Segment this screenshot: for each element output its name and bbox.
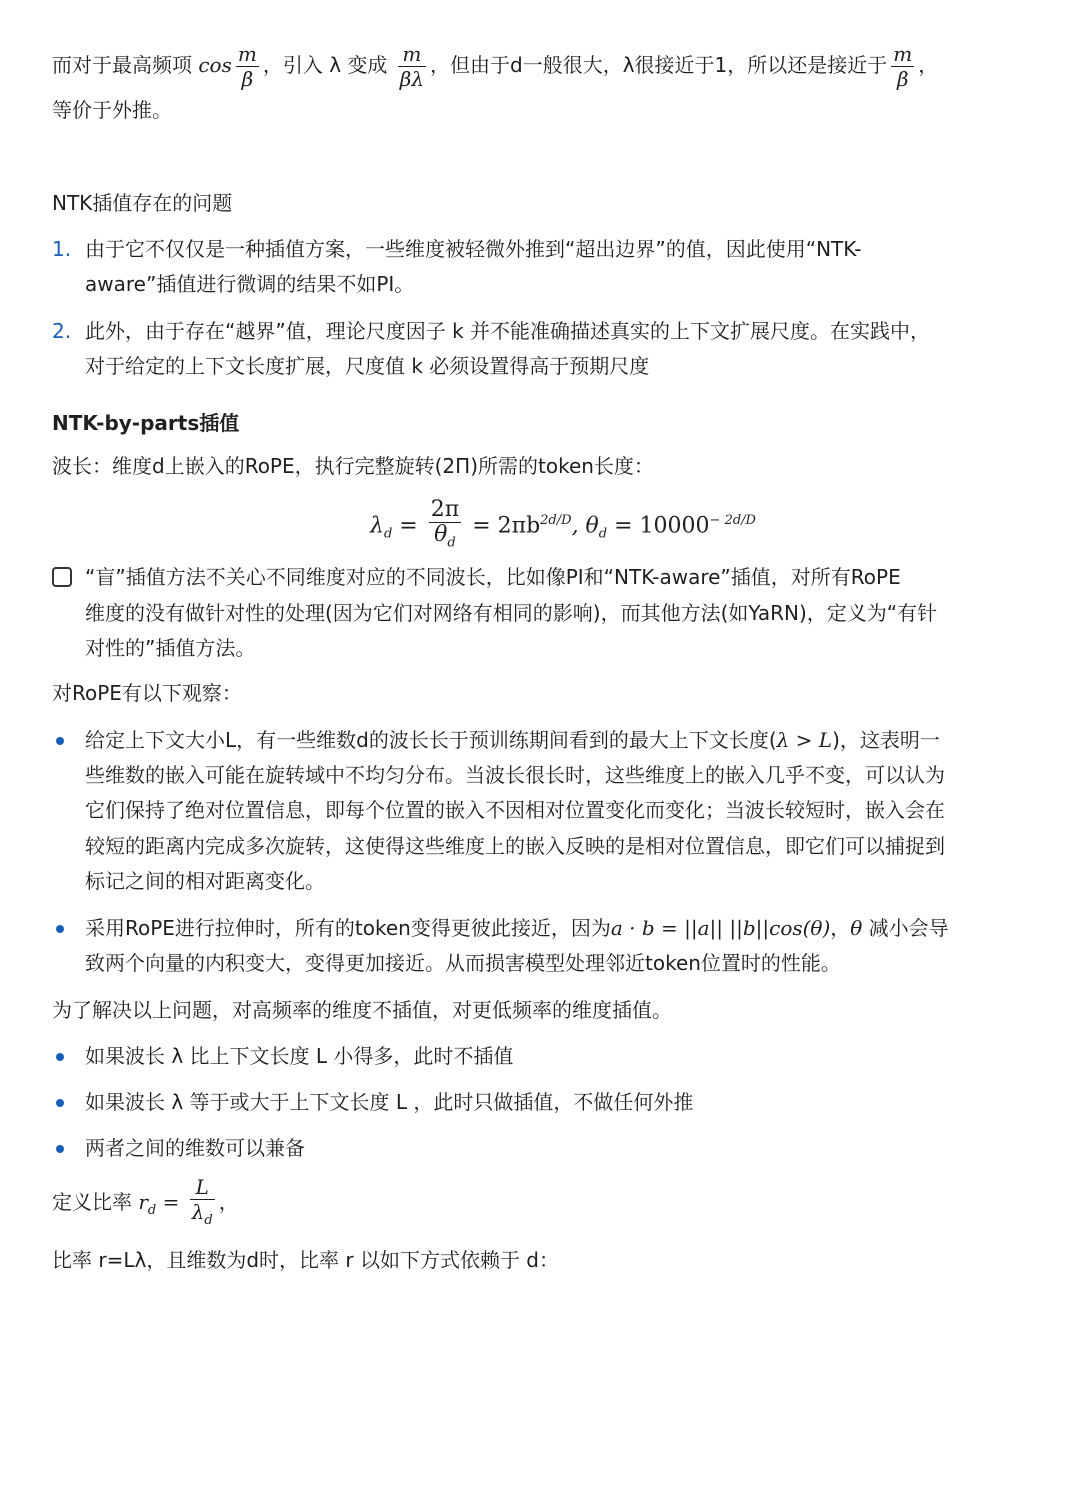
fraction-m-over-beta-2 (891, 42, 914, 91)
wavelength-formula (370, 492, 756, 564)
list-item-text: 些维数的嵌入可能在旋转域中不均匀分布。当波长很长时，这些维度上的嵌入几乎不变，可以认为 (85, 763, 945, 787)
frac-num: m (237, 42, 257, 66)
list-item-text: 它们保持了绝对位置信息，即每个位置的嵌入不因相对位置变化而变化；当波长较短时，嵌入会在 (85, 798, 945, 822)
math-inline: λ > L (776, 728, 833, 752)
frac-den: β (891, 66, 914, 91)
list-item-text: 标记之间的相对距离变化。 (85, 869, 325, 893)
intro-line-2: 等价于外推。 (52, 98, 172, 122)
bullet (56, 1145, 64, 1153)
list-item-text (85, 911, 1045, 946)
ratio-text: 比率 r=Lλ，且维数为d时，比率 r 以如下方式依赖于 d： (52, 1248, 560, 1272)
list-item-text: 由于它不仅仅是一种插值方案，一些维度被轻微外推到“超出边界”的值，因此使用“NTK- (85, 237, 862, 261)
frac-den (190, 1199, 215, 1233)
frac-den: β (236, 66, 259, 91)
math-sub: d (447, 535, 456, 551)
list-item-text: 如果波长 λ 比上下文长度 L 小得多，此时不插值 (85, 1044, 514, 1068)
section-heading: NTK-by-parts插值 (52, 411, 240, 435)
frac-num: m (893, 42, 913, 66)
list-item-text: 如果波长 λ 等于或大于上下文长度 L ，此时只做插值，不做任何外推 (85, 1090, 694, 1114)
fraction-m-over-beta (236, 42, 259, 91)
text: ， (830, 916, 851, 940)
math-equals: = (162, 1190, 180, 1214)
math-term: = 10000 (614, 513, 710, 539)
wavelength-text: 波长：维度d上嵌入的RoPE，执行完整旋转(2Π)所需的token长度： (52, 454, 654, 478)
intro-line-1 (52, 42, 938, 91)
math-sub: d (383, 526, 393, 542)
text: ， (918, 53, 939, 77)
bullet (56, 737, 64, 745)
math-lambda: λ (191, 1199, 205, 1224)
frac-num: m (402, 42, 422, 66)
list-number: 2. (52, 319, 72, 343)
bullet (56, 925, 64, 933)
math-sub: d (204, 1212, 213, 1228)
math-exponent: 2d/D (540, 513, 572, 528)
text: 定义比率 (52, 1190, 132, 1214)
fraction-m-over-beta-lambda (398, 42, 426, 91)
list-item-text: 对于给定的上下文长度扩展，尺度值 k 必须设置得高于预期尺度 (85, 354, 650, 378)
text: )，这表明一 (832, 728, 940, 752)
fraction-2pi-over-theta (429, 498, 461, 555)
list-number: 1. (52, 237, 72, 261)
math-theta: θ (434, 521, 448, 547)
math-lambda: λ (370, 513, 384, 539)
list-item-text: 致两个向量的内积变大，变得更加接近。从而损害模型处理邻近token位置时的性能。 (85, 951, 841, 975)
list-item-text: 此外，由于存在“越界”值，理论尺度因子 k 并不能准确描述真实的上下文扩展尺度。在实践中， (85, 319, 931, 343)
todo-text: “盲”插值方法不关心不同维度对应的不同波长，比如像PI和“NTK-aware”插值，对所有RoPE (85, 565, 901, 589)
math-term: = 2πb (472, 513, 541, 539)
math-sub: d (598, 526, 608, 542)
list-item-text: 两者之间的维数可以兼备 (85, 1136, 305, 1160)
list-item-text: 较短的距离内完成多次旋转，这使得这些维度上的嵌入反映的是相对位置信息，即它们可以捕捉到 (85, 834, 945, 858)
bullet (56, 1099, 64, 1107)
math-cos: cos (198, 53, 232, 77)
todo-text: 对性的”插值方法。 (85, 636, 256, 660)
todo-text: 维度的没有做针对性的处理(因为它们对网络有相同的影响)，而其他方法(如YaRN)，定义为“有针 (85, 601, 938, 625)
text: ， (218, 1190, 239, 1214)
frac-num: 2π (430, 496, 460, 522)
bullet (56, 1053, 64, 1061)
math-r: r (138, 1190, 148, 1214)
math-theta: θ (850, 916, 863, 940)
frac-num: L (195, 1174, 209, 1199)
text: ，引入 λ 变成 (262, 53, 394, 77)
frac-den: βλ (399, 67, 425, 91)
math-term: , θ (571, 513, 599, 539)
todo-checkbox[interactable] (52, 567, 72, 587)
math-equals: = (399, 513, 418, 539)
text: 而对于最高频项 (52, 53, 199, 77)
text: 减小会导 (862, 916, 949, 940)
solution-text: 为了解决以上问题，对高频率的维度不插值，对更低频率的维度插值。 (52, 998, 672, 1022)
text: 给定上下文大小L，有一些维数d的波长长于预训练期间看到的最大上下文长度( (85, 728, 777, 752)
text: ，但由于d一般很大，λ很接近于1，所以还是接近于 (430, 53, 888, 77)
frac-den (429, 522, 461, 555)
observations-title: 对RoPE有以下观察： (52, 681, 242, 705)
math-sub: d (147, 1203, 157, 1218)
list-item-text: aware”插值进行微调的结果不如PI。 (85, 272, 415, 296)
list-item-text (85, 723, 1045, 758)
ntk-issues-title: NTK插值存在的问题 (52, 191, 233, 215)
fraction-L-over-lambda (190, 1175, 215, 1233)
math-inline: a · b = ||a|| ||b||cos(θ) (610, 916, 831, 940)
text: 采用RoPE进行拉伸时，所有的token变得更彼此接近，因为 (85, 916, 611, 940)
ratio-definition (52, 1172, 239, 1241)
math-exponent: − 2d/D (709, 513, 756, 528)
